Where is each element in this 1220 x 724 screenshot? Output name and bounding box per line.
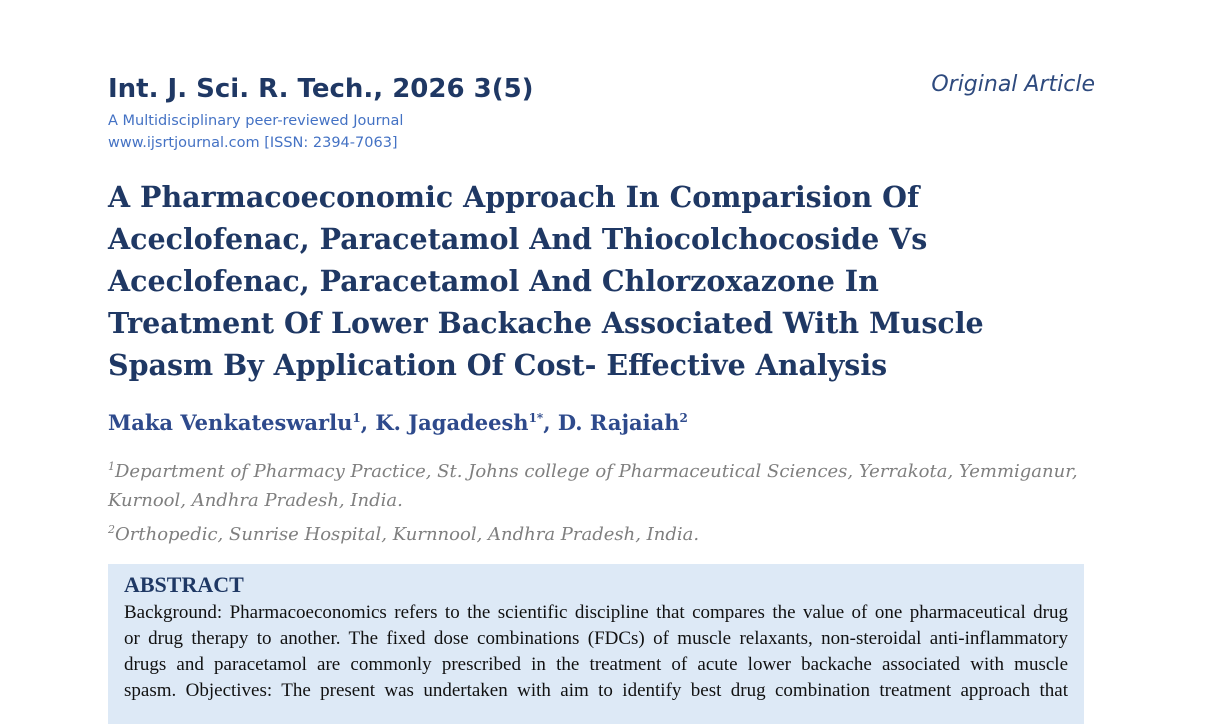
- author-name: Maka Venkateswarlu: [108, 410, 353, 435]
- author-list: [108, 410, 688, 435]
- abstract-line: drugs and paracetamol are commonly prescribed in the treatment of acute lower backache associated with muscle: [124, 654, 1068, 675]
- title-line: Aceclofenac, Paracetamol And Thiocolchocoside Vs: [108, 222, 928, 256]
- author-separator: ,: [360, 410, 376, 435]
- author-affiliation-mark: 1*: [528, 411, 544, 425]
- affiliation-list: [108, 452, 1088, 549]
- affiliation-line: [108, 515, 1088, 549]
- author-separator: ,: [543, 410, 558, 435]
- abstract-text: [124, 600, 1068, 704]
- title-line: Treatment Of Lower Backache Associated With Muscle: [108, 306, 984, 340]
- affiliation-mark: 1: [108, 460, 115, 473]
- paper-title: [108, 176, 1108, 386]
- affiliation-line: [108, 486, 1088, 515]
- journal-url-issn: www.ijsrtjournal.com [ISSN: 2394-7063]: [108, 135, 398, 151]
- title-line: A Pharmacoeconomic Approach In Comparision Of: [108, 180, 920, 214]
- title-line: Aceclofenac, Paracetamol And Chlorzoxazone In: [108, 264, 879, 298]
- abstract-heading: ABSTRACT: [124, 572, 244, 597]
- abstract-box: [108, 564, 1084, 724]
- affiliation-text: Kurnool, Andhra Pradesh, India.: [108, 490, 403, 511]
- author-affiliation-mark: 2: [679, 411, 688, 425]
- affiliation-line: [108, 452, 1088, 486]
- author-name: D. Rajaiah: [557, 410, 680, 435]
- affiliation-mark: 2: [108, 523, 115, 536]
- author-affiliation-mark: 1: [352, 411, 361, 425]
- author-name: K. Jagadeesh: [375, 410, 529, 435]
- abstract-line: or drug therapy to another. The fixed dose combinations (FDCs) of muscle relaxants, non-steroidal anti-inflammatory: [124, 628, 1068, 649]
- abstract-line: Background: Pharmacoeconomics refers to the scientific discipline that compares the value of one pharmaceutical drug: [124, 602, 1068, 623]
- journal-name: Int. J. Sci. R. Tech., 2026 3(5): [108, 74, 534, 104]
- article-type: Original Article: [931, 72, 1095, 97]
- affiliation-text: Department of Pharmacy Practice, St. Johns college of Pharmaceutical Sciences, Yerrakota, Yemmiganur,: [115, 461, 1078, 482]
- affiliation-text: Orthopedic, Sunrise Hospital, Kurnnool, Andhra Pradesh, India.: [115, 524, 700, 545]
- journal-subtitle: A Multidisciplinary peer-reviewed Journal: [108, 113, 404, 129]
- title-line: Spasm By Application Of Cost- Effective Analysis: [108, 348, 888, 382]
- abstract-line: spasm. Objectives: The present was undertaken with aim to identify best drug combination treatment approach that: [124, 680, 1068, 701]
